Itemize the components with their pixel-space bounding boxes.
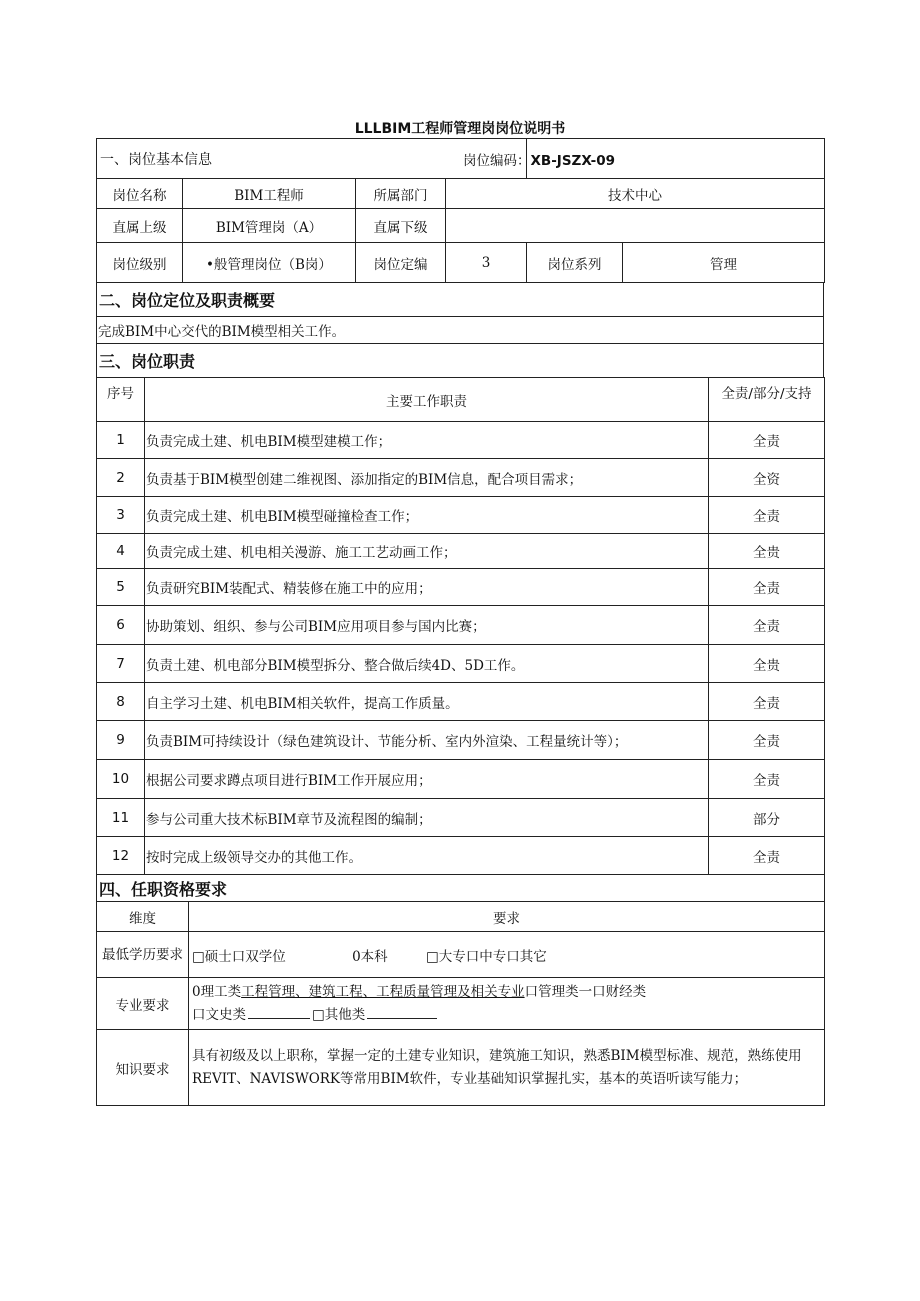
major-prefix: 0理工类 xyxy=(192,983,242,1000)
duty-text: 按时完成上级领导交办的其他工作。 xyxy=(145,837,709,875)
edu-label: 最低学历要求 xyxy=(97,932,189,978)
section-basic-info-title: 一、岗位基本信息 xyxy=(97,139,527,179)
duty-no: 4 xyxy=(97,534,145,569)
major-suffix: 口管理类一口财经类 xyxy=(524,983,647,1000)
section-qualification-title: 四、任职资格要求 xyxy=(97,875,825,902)
duty-no: 5 xyxy=(97,569,145,606)
major-options xyxy=(189,978,825,1030)
duty-row xyxy=(97,760,825,799)
info-value: 3 xyxy=(446,243,527,283)
duty-type: 全责 xyxy=(709,760,825,799)
duty-type-header: 全责/部分/支持 xyxy=(709,378,825,422)
duty-no: 1 xyxy=(97,422,145,459)
duty-text: 负责基于BIM模型创建二维视图、添加指定的BIM信息，配合项目需求； xyxy=(145,459,709,497)
major-wen: 口文史类 xyxy=(192,1006,246,1023)
duty-no: 6 xyxy=(97,606,145,645)
duty-type: 部分 xyxy=(709,799,825,837)
duty-no: 7 xyxy=(97,645,145,683)
duty-row xyxy=(97,569,825,606)
info-label: 岗位定编 xyxy=(356,243,446,283)
duty-type: 全贵 xyxy=(709,534,825,569)
qual-req-header: 要求 xyxy=(189,902,825,932)
positioning-table xyxy=(96,282,824,378)
duty-text-header: 主要工作职责 xyxy=(145,378,709,422)
duty-type: 全贵 xyxy=(709,645,825,683)
position-code xyxy=(463,139,825,179)
duty-type: 全责 xyxy=(709,606,825,645)
duty-row xyxy=(97,497,825,534)
duty-row xyxy=(97,683,825,721)
edu-option-a: □硕士口双学位 xyxy=(192,948,286,965)
duty-no: 3 xyxy=(97,497,145,534)
duty-text: 自主学习土建、机电BIM相关软件，提高工作质量。 xyxy=(145,683,709,721)
duty-row xyxy=(97,534,825,569)
info-value: BIM工程师 xyxy=(183,179,356,209)
duty-type: 全资 xyxy=(709,459,825,497)
duty-row xyxy=(97,721,825,760)
section-duties-title: 三、岗位职责 xyxy=(97,344,824,378)
duty-no: 10 xyxy=(97,760,145,799)
duty-type: 全责 xyxy=(709,422,825,459)
duty-text: 负责BIM可持续设计（绿色建筑设计、节能分析、室内外渲染、工程量统计等）； xyxy=(145,721,709,760)
positioning-text: 完成BIM中心交代的BIM模型相关工作。 xyxy=(97,317,824,344)
duties-body xyxy=(97,422,825,875)
info-label: 岗位级别 xyxy=(97,243,183,283)
info-row xyxy=(97,179,825,209)
major-underlined: 工程管理、建筑工程、工程质量管理及相关专业 xyxy=(241,983,525,1000)
duty-row xyxy=(97,645,825,683)
duties-header-row xyxy=(97,378,825,422)
info-value: 技术中心 xyxy=(446,179,825,209)
info-value xyxy=(446,209,825,243)
edu-option-b: 0本科 xyxy=(352,948,388,965)
job-description-sheet xyxy=(96,138,824,1106)
info-value: 管理 xyxy=(623,243,825,283)
duty-no: 2 xyxy=(97,459,145,497)
duty-row xyxy=(97,422,825,459)
duty-text: 协助策划、组织、参与公司BIM应用项目参与国内比赛； xyxy=(145,606,709,645)
duty-row xyxy=(97,837,825,875)
section-basic-info-header xyxy=(97,139,825,179)
major-other: □其他类 xyxy=(312,1006,366,1023)
major-label: 专业要求 xyxy=(97,978,189,1030)
info-row xyxy=(97,209,825,243)
major-other-blank xyxy=(367,1006,437,1019)
position-code-value: XB-JSZX-09 xyxy=(530,152,616,169)
duty-row xyxy=(97,459,825,497)
duty-no: 8 xyxy=(97,683,145,721)
info-row xyxy=(97,243,825,283)
duty-type: 全责 xyxy=(709,569,825,606)
duty-row xyxy=(97,799,825,837)
document-title: LLLBIM工程师管理岗岗位说明书 xyxy=(354,121,566,137)
info-label: 岗位系列 xyxy=(527,243,623,283)
info-label: 岗位名称 xyxy=(97,179,183,209)
duty-type: 全责 xyxy=(709,837,825,875)
edu-option-c: □大专口中专口其它 xyxy=(425,948,547,965)
duty-no: 9 xyxy=(97,721,145,760)
duty-no: 12 xyxy=(97,837,145,875)
duty-no-header: 序号 xyxy=(97,378,145,422)
duty-text: 根据公司要求蹲点项目进行BIM工作开展应用； xyxy=(145,760,709,799)
knowledge-label: 知识要求 xyxy=(97,1030,189,1106)
qual-dim-header: 维度 xyxy=(97,902,189,932)
duty-type: 全责 xyxy=(709,497,825,534)
info-label: 直属下级 xyxy=(356,209,446,243)
position-code-label: 岗位编码： xyxy=(463,152,531,169)
duties-table xyxy=(96,377,825,875)
duty-no: 11 xyxy=(97,799,145,837)
major-wen-blank xyxy=(248,1006,310,1019)
duty-text: 参与公司重大技术标BIM章节及流程图的编制； xyxy=(145,799,709,837)
info-label: 所属部门 xyxy=(356,179,446,209)
knowledge-text: 具有初级及以上职称，掌握一定的土建专业知识，建筑施工知识，熟悉BIM模型标准、规范，熟练使用REVIT、NAVISWORK等常用BIM软件，专业基础知识掌握扎实，基本的英语听读写能力； xyxy=(189,1030,825,1106)
duty-text: 负责研究BIM装配式、精装修在施工中的应用； xyxy=(145,569,709,606)
qualification-table xyxy=(96,874,825,1106)
info-value: BIM管理岗（A） xyxy=(183,209,356,243)
duty-text: 负责完成土建、机电相关漫游、施工工艺动画工作； xyxy=(145,534,709,569)
info-label: 直属上级 xyxy=(97,209,183,243)
duty-type: 全责 xyxy=(709,721,825,760)
edu-options xyxy=(189,932,825,978)
info-value: •般管理岗位（B岗） xyxy=(183,243,356,283)
duty-text: 负责完成土建、机电BIM模型建模工作； xyxy=(145,422,709,459)
duty-row xyxy=(97,606,825,645)
duty-type: 全责 xyxy=(709,683,825,721)
duty-text: 负责完成土建、机电BIM模型碰撞检查工作； xyxy=(145,497,709,534)
basic-info-table xyxy=(96,138,825,283)
duty-text: 负责土建、机电部分BIM模型拆分、整合做后续4D、5D工作。 xyxy=(145,645,709,683)
section-positioning-title: 二、岗位定位及职责概要 xyxy=(97,283,824,317)
